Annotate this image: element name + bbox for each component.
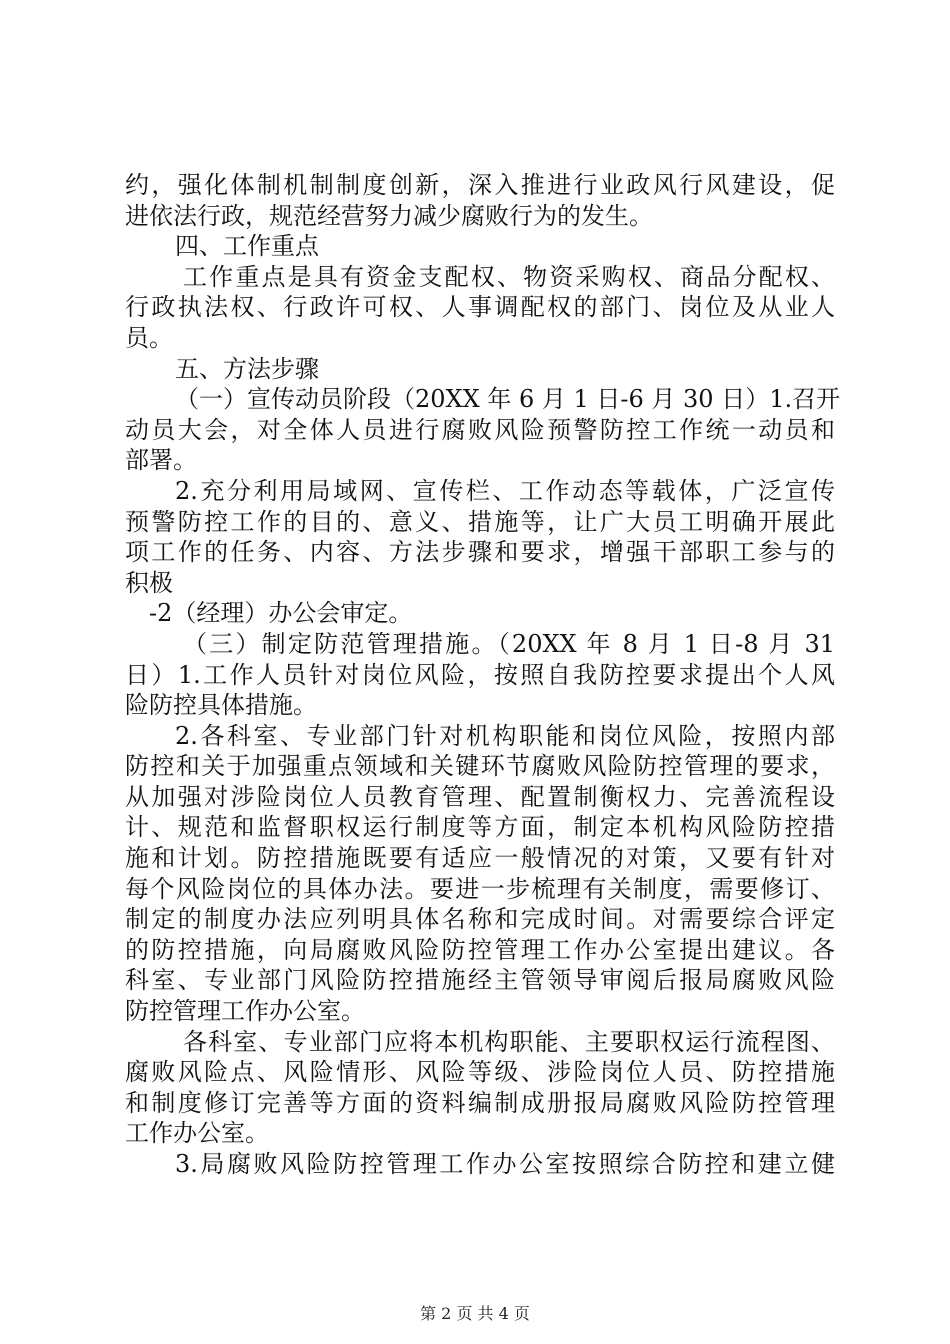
text-line: 腐败风险点、风险情形、风险等级、涉险岗位人员、防控措施 — [125, 1058, 835, 1087]
text-line: 施和计划。防控措施既要有适应一般情况的对策，又要有针对 — [125, 844, 835, 873]
text-line: 的防控措施，向局腐败风险防控管理工作办公室提出建议。各 — [125, 935, 835, 964]
text-line: 进依法行政，规范经营努力减少腐败行为的发生。 — [125, 201, 653, 230]
text-line: 2.各科室、专业部门针对机构职能和岗位风险，按照内部 — [175, 721, 835, 750]
text-line: 制定的制度办法应列明具体名称和完成时间。对需要综合评定 — [125, 905, 835, 934]
text-line: 积极 — [125, 568, 173, 597]
text-line: 各科室、专业部门应将本机构职能、主要职权运行流程图、 — [183, 1027, 835, 1056]
text-line: 工作办公室。 — [125, 1119, 269, 1148]
text-line: 员。 — [125, 323, 173, 352]
text-line: 动员大会，对全体人员进行腐败风险预警防控工作统一动员和 — [125, 415, 835, 444]
text-line: 3.局腐败风险防控管理工作办公室按照综合防控和建立健 — [175, 1150, 835, 1178]
page-number-footer: 第 2 页 共 4 页 — [420, 1304, 530, 1323]
text-line: 日）1.工作人员针对岗位风险，按照自我防控要求提出个人风 — [125, 660, 835, 689]
text-line: 2.充分利用局域网、宣传栏、工作动态等载体，广泛宣传 — [175, 476, 835, 505]
text-line: 防控和关于加强重点领域和关键环节腐败风险防控管理的要求， — [125, 752, 835, 781]
text-line: 险防控具体措施。 — [125, 691, 317, 720]
text-line: 每个风险岗位的具体办法。要进一步梳理有关制度，需要修订、 — [125, 874, 835, 903]
text-line: （三）制定防范管理措施。（20XX 年 8 月 1 日-8 月 31 — [183, 629, 835, 658]
text-line: 部署。 — [125, 446, 197, 475]
text-line: 计、规范和监督职权运行制度等方面，制定本机构风险防控措 — [125, 813, 835, 842]
text-line: 科室、专业部门风险防控措施经主管领导审阅后报局腐败风险 — [125, 966, 835, 995]
text-line: 工作重点是具有资金支配权、物资采购权、商品分配权、 — [183, 262, 835, 291]
text-line: 从加强对涉险岗位人员教育管理、配置制衡权力、完善流程设 — [125, 782, 835, 811]
text-line: 项工作的任务、内容、方法步骤和要求，增强干部职工参与的 — [125, 538, 835, 567]
document-body — [125, 170, 841, 1180]
text-line: 行政执法权、行政许可权、人事调配权的部门、岗位及从业人 — [125, 293, 835, 322]
text-line: 预警防控工作的目的、意义、措施等，让广大员工明确开展此 — [125, 507, 835, 536]
text-line: 和制度修订完善等方面的资料编制成册报局腐败风险防控管理 — [125, 1088, 835, 1117]
text-line: （一）宣传动员阶段（20XX 年 6 月 1 日-6 月 30 日）1.召开 — [175, 385, 841, 414]
text-line: 约，强化体制机制制度创新，深入推进行业政风行风建设，促 — [125, 171, 835, 199]
text-line: 防控管理工作办公室。 — [125, 997, 365, 1026]
section-heading: 四、工作重点 — [175, 232, 319, 261]
section-heading: 五、方法步骤 — [175, 354, 319, 383]
text-line: -2（经理）办公会审定。 — [149, 599, 413, 628]
